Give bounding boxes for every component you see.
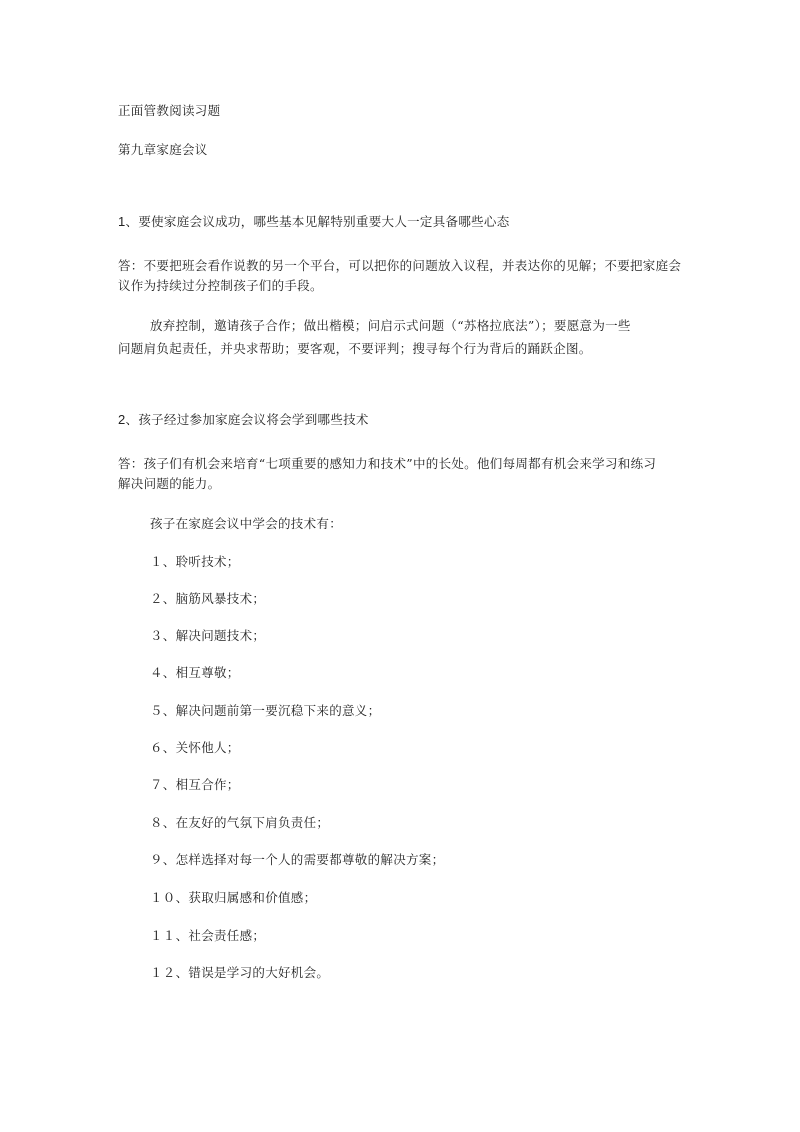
answer-2-line-1: 答：孩子们有机会来培育“七项重要的感知力和技术”中的长处。他们每周都有机会来学习和练习 <box>118 456 657 471</box>
question-1-text: 、要使家庭会议成功，哪些基本见解特别重要大人一定具备哪些心态 <box>125 214 510 229</box>
answer-1-paragraph-line-2: 问题肩负起责任，并央求帮助；要客观，不要评判；搜寻每个行为背后的踊跃企图。 <box>118 341 592 356</box>
answer-2-line-2: 解决问题的能力。 <box>118 476 221 491</box>
list-item: ５、解决问题前第一要沉稳下来的意义； <box>150 703 381 718</box>
answer-1-paragraph-line-1: 放弃控制，邀请孩子合作；做出楷模；问启示式问题（“苏格拉底法”）；要愿意为一些 <box>150 318 631 333</box>
list-item: １２、错误是学习的大好机会。 <box>150 965 330 980</box>
list-item: １０、获取归属感和价值感； <box>150 890 317 905</box>
document-title: 正面管教阅读习题 <box>118 103 221 118</box>
list-item: １、聆听技术； <box>150 554 240 569</box>
answer-1-line-2: 议作为持续过分控制孩子们的手段。 <box>118 278 323 293</box>
question-1-number: 1 <box>118 214 126 229</box>
list-item: ８、在友好的气氛下肩负责任； <box>150 815 330 830</box>
question-2 <box>118 412 369 428</box>
list-item: ３、解决问题技术； <box>150 628 266 643</box>
skills-intro: 孩子在家庭会议中学会的技术有： <box>150 516 343 531</box>
list-item: １１、社会责任感； <box>150 928 266 943</box>
question-1 <box>118 214 510 230</box>
question-2-number: 2 <box>118 412 126 427</box>
list-item: ６、关怀他人； <box>150 740 240 755</box>
answer-1-line-1: 答：不要把班会看作说教的另一个平台，可以把你的问题放入议程，并表达你的见解；不要把家庭会 <box>118 258 682 273</box>
list-item: ７、相互合作； <box>150 777 240 792</box>
chapter-heading: 第九章家庭会议 <box>118 142 208 157</box>
list-item: ２、脑筋风暴技术； <box>150 591 266 606</box>
list-item: ４、相互尊敬； <box>150 665 240 680</box>
list-item: ９、怎样选择对每一个人的需要都尊敬的解决方案； <box>150 852 445 867</box>
question-2-text: 、孩子经过参加家庭会议将会学到哪些技术 <box>125 412 369 427</box>
